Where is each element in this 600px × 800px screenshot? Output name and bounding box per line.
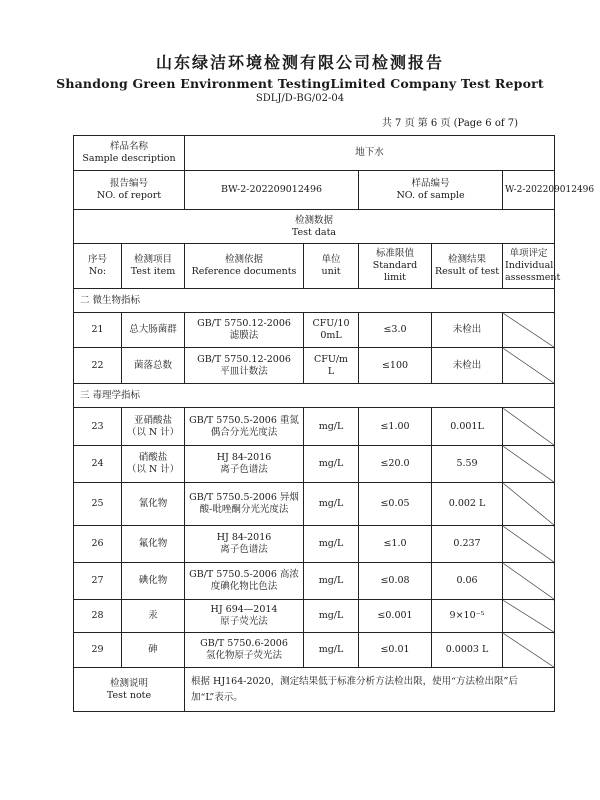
row-assessment — [503, 408, 555, 446]
row-item: 碘化物 — [122, 563, 185, 600]
report-number: BW-2-202209012496 — [185, 171, 359, 210]
row-limit: ≤3.0 — [359, 313, 432, 348]
row-result: 9×10⁻⁵ — [432, 600, 503, 633]
row-assessment — [503, 633, 555, 668]
test-data-heading: 检测数据 Test data — [74, 210, 555, 244]
row-item: 氟化物 — [122, 526, 185, 563]
report-label: 报告编号 NO. of report — [74, 171, 185, 210]
table-row — [74, 483, 555, 526]
row-assessment — [503, 483, 555, 526]
note-row — [74, 668, 555, 712]
row-unit: mg/L — [304, 633, 359, 668]
row-no: 28 — [74, 600, 122, 633]
table-row — [74, 600, 555, 633]
col-header-result: 检测结果 Result of test — [432, 244, 503, 289]
table-row — [74, 313, 555, 348]
row-result: 未检出 — [432, 313, 503, 348]
row-limit: ≤100 — [359, 348, 432, 384]
row-reference: HJ 84-2016 离子色谱法 — [185, 446, 304, 483]
col-header-no: 序号 No: — [74, 244, 122, 289]
row-reference: GB/T 5750.5-2006 异烟 酸-吡唑酮分光光度法 — [185, 483, 304, 526]
sample-label: 样品名称 Sample description — [74, 136, 185, 171]
row-no: 27 — [74, 563, 122, 600]
sample-value: 地下水 — [185, 136, 555, 171]
row-item: 菌落总数 — [122, 348, 185, 384]
row-unit: CFU/m L — [304, 348, 359, 384]
row-reference: HJ 84-2016 离子色谱法 — [185, 526, 304, 563]
table-row — [74, 348, 555, 384]
row-assessment — [503, 313, 555, 348]
report-title-cn: 山东绿洁环境检测有限公司检测报告 — [155, 53, 444, 72]
section-title-toxicology: 三 毒理学指标 — [74, 384, 555, 408]
note-label: 检测说明 Test note — [74, 668, 185, 712]
row-item: 汞 — [122, 600, 185, 633]
col-header-unit: 单位 unit — [304, 244, 359, 289]
row-result: 未检出 — [432, 348, 503, 384]
row-result: 0.002 L — [432, 483, 503, 526]
section-row — [74, 384, 555, 408]
row-assessment — [503, 563, 555, 600]
row-result: 0.06 — [432, 563, 503, 600]
row-limit: ≤0.05 — [359, 483, 432, 526]
section-title-microbial: 二 微生物指标 — [74, 289, 555, 313]
row-limit: ≤0.08 — [359, 563, 432, 600]
sample-number: W-2-202209012496 — [503, 171, 555, 210]
row-unit: CFU/10 0mL — [304, 313, 359, 348]
row-reference: GB/T 5750.6-2006 氢化物原子荧光法 — [185, 633, 304, 668]
row-limit: ≤0.01 — [359, 633, 432, 668]
table-row — [74, 563, 555, 600]
test-data-row — [74, 210, 555, 244]
page-number: 共 7 页 第 6 页 (Page 6 of 7) — [381, 118, 518, 129]
table-row — [74, 446, 555, 483]
row-no: 21 — [74, 313, 122, 348]
row-reference: GB/T 5750.5-2006 重氮 偶合分光光度法 — [185, 408, 304, 446]
col-header-item: 检测项目 Test item — [122, 244, 185, 289]
row-no: 23 — [74, 408, 122, 446]
column-header-row — [74, 244, 555, 289]
row-no: 29 — [74, 633, 122, 668]
row-limit: ≤20.0 — [359, 446, 432, 483]
row-item: 氰化物 — [122, 483, 185, 526]
row-reference: HJ 694—2014 原子荧光法 — [185, 600, 304, 633]
sample-number-label: 样品编号 NO. of sample — [359, 171, 503, 210]
report-row — [74, 171, 555, 210]
table-row — [74, 633, 555, 668]
row-result: 5.59 — [432, 446, 503, 483]
row-reference: GB/T 5750.12-2006 滤膜法 — [185, 313, 304, 348]
sample-row — [74, 136, 555, 171]
row-no: 26 — [74, 526, 122, 563]
row-unit: mg/L — [304, 446, 359, 483]
row-no: 24 — [74, 446, 122, 483]
row-limit: ≤0.001 — [359, 600, 432, 633]
section-row — [74, 289, 555, 313]
row-item: 亚硝酸盐 （以 N 计） — [122, 408, 185, 446]
table-row — [74, 408, 555, 446]
row-item: 砷 — [122, 633, 185, 668]
row-unit: mg/L — [304, 408, 359, 446]
col-header-reference: 检测依据 Reference documents — [185, 244, 304, 289]
col-header-limit: 标准限值 Standard limit — [359, 244, 432, 289]
report-table — [73, 135, 595, 712]
row-result: 0.237 — [432, 526, 503, 563]
row-assessment — [503, 446, 555, 483]
row-no: 25 — [74, 483, 122, 526]
row-unit: mg/L — [304, 483, 359, 526]
row-item: 硝酸盐 （以 N 计） — [122, 446, 185, 483]
row-item: 总大肠菌群 — [122, 313, 185, 348]
row-result: 0.0003 L — [432, 633, 503, 668]
row-limit: ≤1.0 — [359, 526, 432, 563]
row-unit: mg/L — [304, 563, 359, 600]
note-text: 根据 HJ164-2020，测定结果低于标准分析方法检出限，使用“方法检出限”后加“L”表示。 — [185, 668, 555, 712]
row-assessment — [503, 348, 555, 384]
row-limit: ≤1.00 — [359, 408, 432, 446]
row-reference: GB/T 5750.5-2006 高浓 度碘化物比色法 — [185, 563, 304, 600]
document-code: SDLJ/D-BG/02-04 — [255, 93, 345, 104]
col-header-assessment: 单项评定 Individual assessment — [503, 244, 555, 289]
row-unit: mg/L — [304, 600, 359, 633]
table-row — [74, 526, 555, 563]
row-no: 22 — [74, 348, 122, 384]
row-result: 0.001L — [432, 408, 503, 446]
row-reference: GB/T 5750.12-2006 平皿计数法 — [185, 348, 304, 384]
row-unit: mg/L — [304, 526, 359, 563]
row-assessment — [503, 600, 555, 633]
row-assessment — [503, 526, 555, 563]
report-title-en: Shandong Green Environment TestingLimited Company Test Report — [56, 76, 544, 91]
